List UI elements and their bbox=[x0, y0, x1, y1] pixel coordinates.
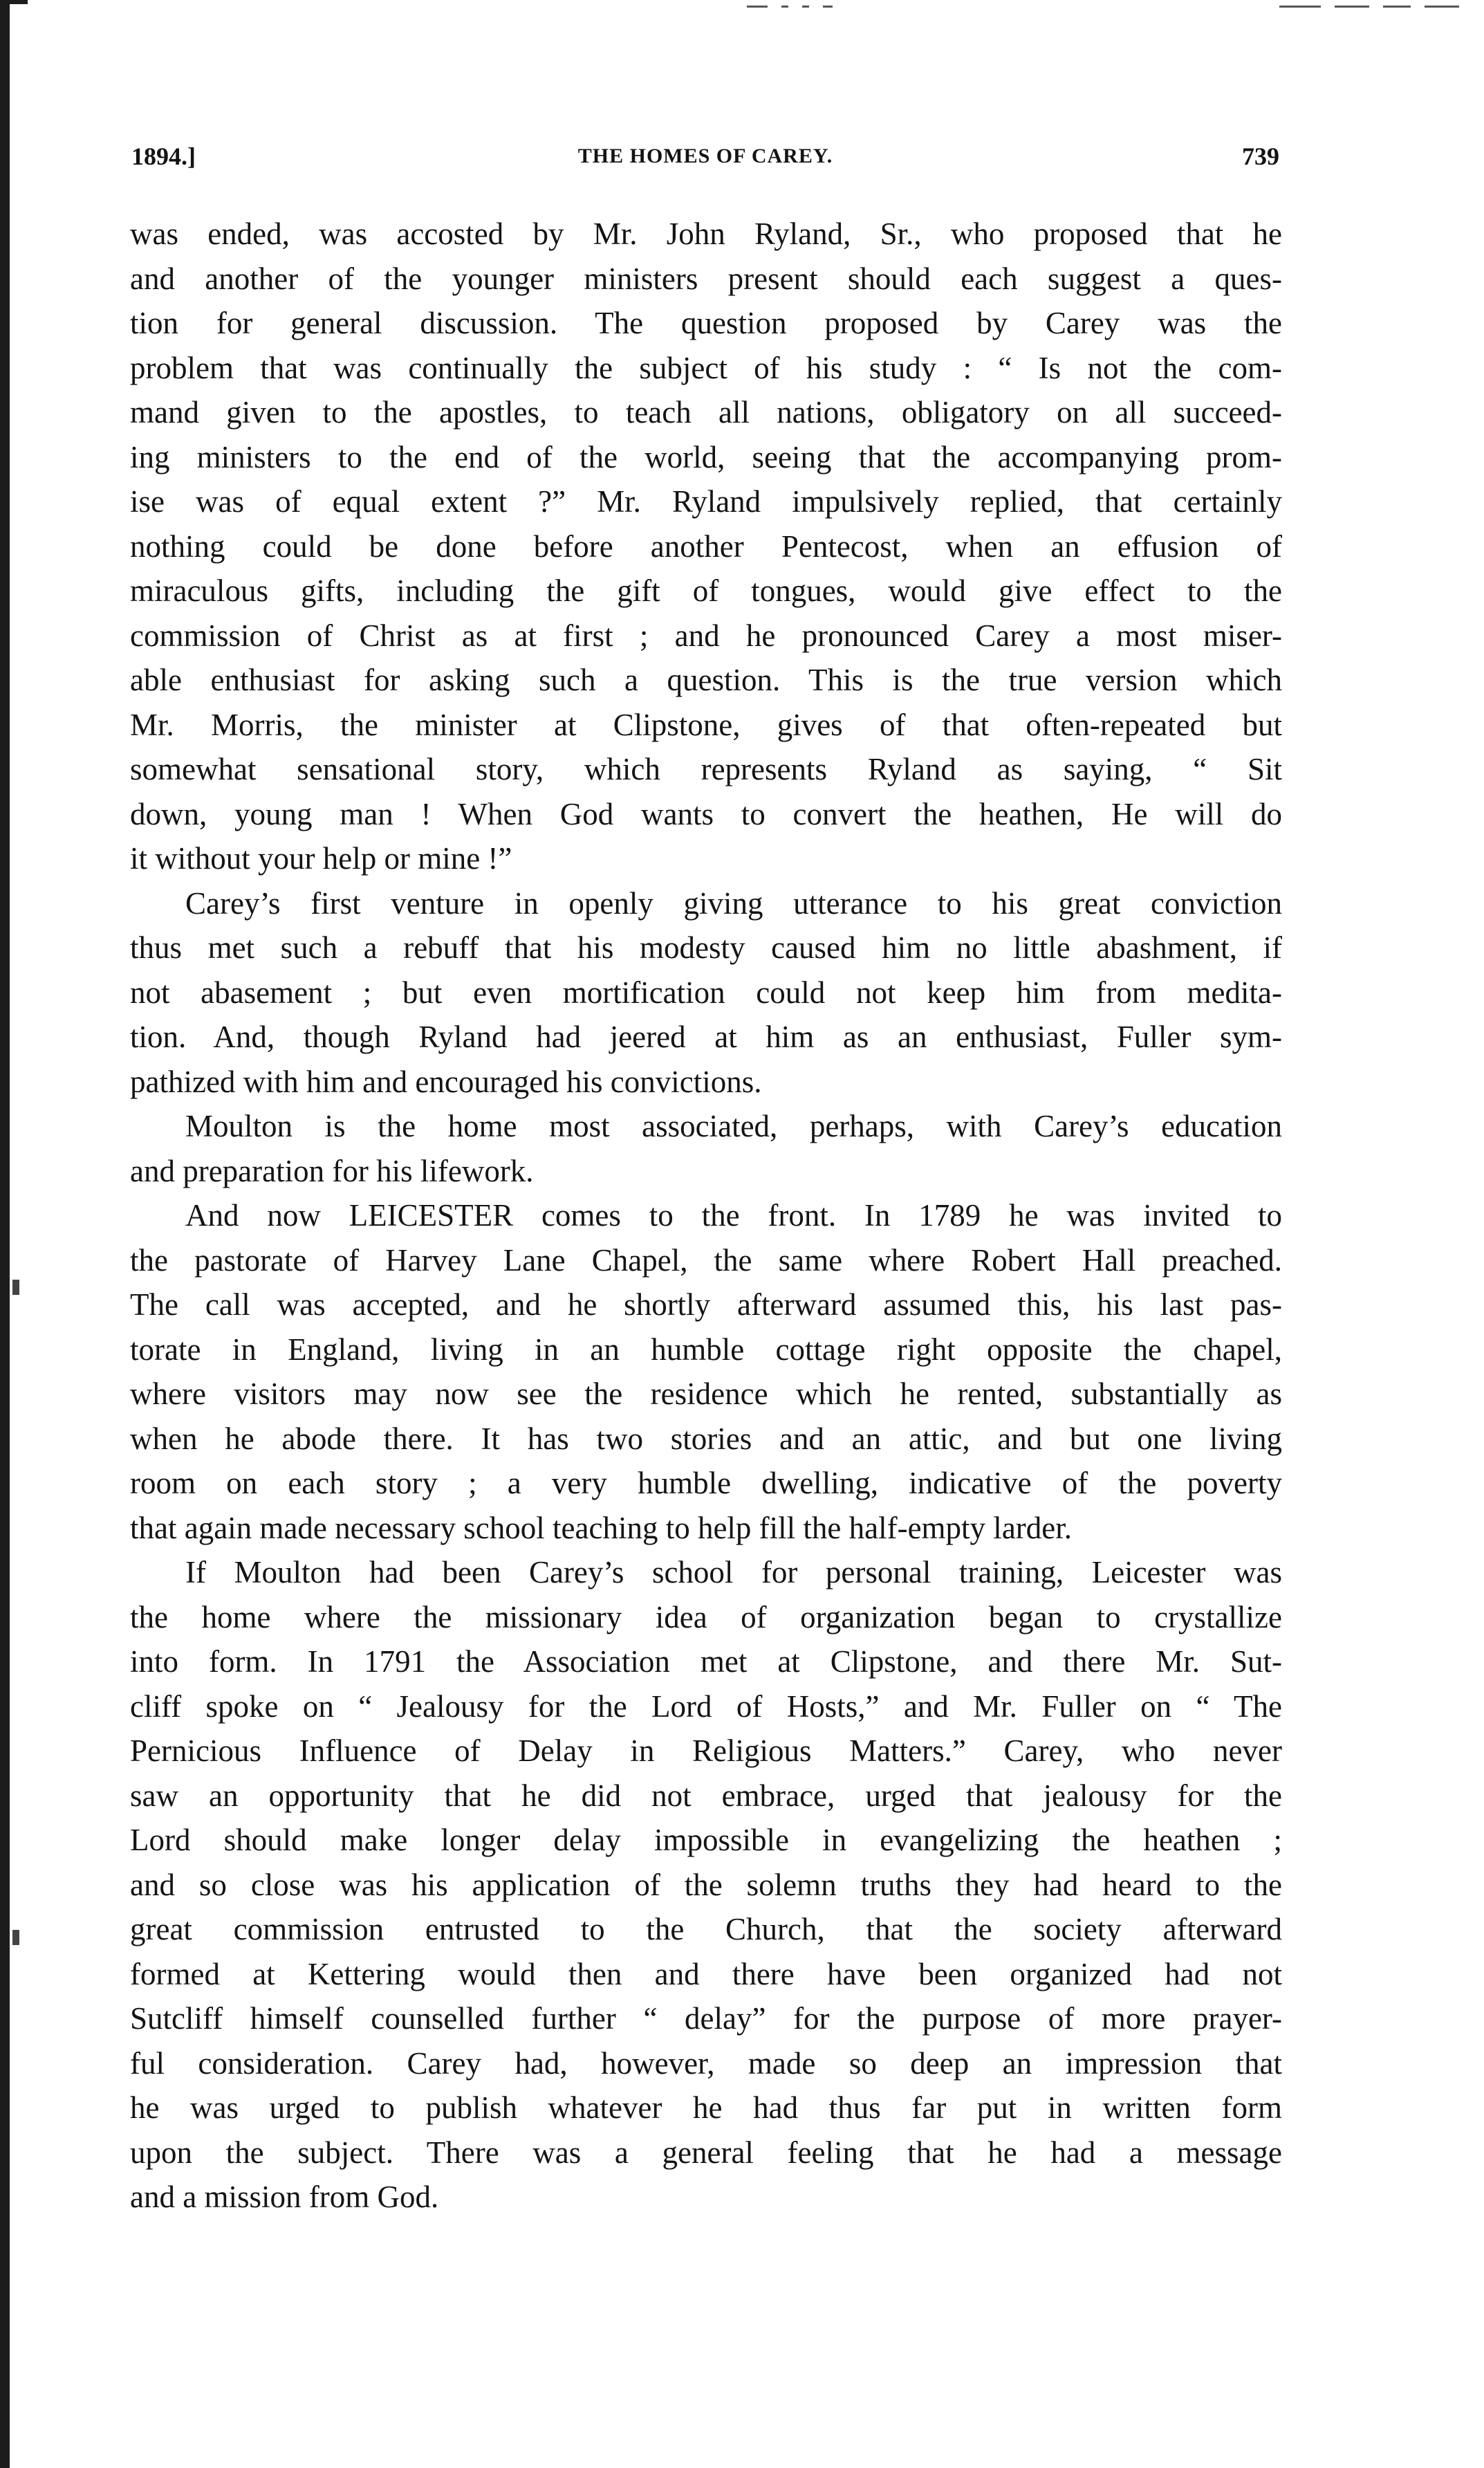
text-line: Sutcliff himself counselled further “ delay” for the purpose of more prayer- bbox=[130, 2001, 1282, 2036]
scan-artifact-marks bbox=[747, 6, 1466, 14]
text-line: and preparation for his lifework. bbox=[130, 1153, 534, 1188]
text-line: and a mission from God. bbox=[130, 2180, 439, 2214]
text-line: thus met such a rebuff that his modesty caused him no little abashment, if bbox=[130, 930, 1282, 965]
text-line: problem that was continually the subject of his study : “ Is not the com- bbox=[130, 350, 1282, 385]
text-line: tion for general discussion. The question proposed by Carey was the bbox=[130, 306, 1282, 340]
text-line: The call was accepted, and he shortly afterward assumed this, his last pas- bbox=[130, 1287, 1282, 1322]
text-line: it without your help or mine !” bbox=[130, 841, 512, 876]
text-line: room on each story ; a very humble dwelling, indicative of the poverty bbox=[130, 1466, 1282, 1500]
text-line: formed at Kettering would then and there have been organized had not bbox=[130, 1956, 1282, 1991]
text-line: ise was of equal extent ?” Mr. Ryland impulsively replied, that certainly bbox=[130, 484, 1282, 519]
text-line: upon the subject. There was a general feeling that he had a message bbox=[130, 2135, 1282, 2170]
text-line: when he abode there. It has two stories and an attic, and but one living bbox=[130, 1421, 1282, 1456]
text-line: mand given to the apostles, to teach all nations, obligatory on all succeed- bbox=[130, 395, 1282, 430]
text-line: And now LEICESTER comes to the front. In 1789 he was invited to bbox=[185, 1198, 1282, 1233]
text-line: down, young man ! When God wants to convert the heathen, He will do bbox=[130, 796, 1282, 831]
text-line: where visitors may now see the residence which he rented, substantially as bbox=[130, 1376, 1282, 1411]
header-year: 1894.] bbox=[131, 142, 196, 170]
text-line: into form. In 1791 the Association met at Clipstone, and there Mr. Sut- bbox=[130, 1644, 1282, 1679]
text-line: Carey’s first venture in openly giving utterance to his great conviction bbox=[185, 885, 1282, 921]
text-line: was ended, was accosted by Mr. John Ryland, Sr., who proposed that he bbox=[130, 217, 1282, 251]
text-line: the pastorate of Harvey Lane Chapel, the same where Robert Hall preached. bbox=[130, 1242, 1282, 1278]
text-line: able enthusiast for asking such a question. This is the true version which bbox=[130, 663, 1282, 697]
text-line: Mr. Morris, the minister at Clipstone, gives of that often-repeated but bbox=[130, 707, 1282, 742]
text-line: nothing could be done before another Pentecost, when an effusion of bbox=[130, 528, 1282, 564]
text-line: not abasement ; but even mortification could not keep him from medita- bbox=[130, 975, 1282, 1010]
text-line: and another of the younger ministers present should each suggest a ques- bbox=[130, 261, 1282, 296]
text-line: Lord should make longer delay impossible in evangelizing the heathen ; bbox=[130, 1823, 1282, 1857]
text-line: torate in England, living in an humble cottage right opposite the chapel, bbox=[130, 1332, 1282, 1367]
text-line: Pernicious Influence of Delay in Religious Matters.” Carey, who never bbox=[130, 1733, 1282, 1768]
text-line: ing ministers to the end of the world, seeing that the accompanying prom- bbox=[130, 439, 1282, 475]
text-line: pathized with him and encouraged his convictions. bbox=[130, 1064, 762, 1099]
text-line: he was urged to publish whatever he had thus far put in written form bbox=[130, 2090, 1282, 2125]
text-line: miraculous gifts, including the gift of tongues, would give effect to the bbox=[130, 573, 1282, 608]
text-line: and so close was his application of the solemn truths they had heard to the bbox=[130, 1867, 1282, 1902]
body-text bbox=[130, 212, 1282, 2220]
text-line: great commission entrusted to the Church, that the society afterward bbox=[130, 1912, 1282, 1946]
text-line: that again made necessary school teaching to help fill the half-empty larder. bbox=[130, 1510, 1072, 1545]
running-header bbox=[131, 142, 1279, 183]
page-number: 739 bbox=[1242, 142, 1279, 170]
text-line: somewhat sensational story, which represents Ryland as saying, “ Sit bbox=[130, 752, 1282, 786]
text-line: the home where the missionary idea of organization began to crystallize bbox=[130, 1599, 1282, 1634]
page-corner-mark bbox=[0, 0, 28, 4]
text-line: commission of Christ as at first ; and he pronounced Carey a most miser- bbox=[130, 618, 1282, 653]
margin-mark bbox=[12, 1930, 19, 1945]
text-line: ful consideration. Carey had, however, made so deep an impression that bbox=[130, 2045, 1282, 2081]
text-line: tion. And, though Ryland had jeered at him as an enthusiast, Fuller sym- bbox=[130, 1020, 1282, 1054]
margin-mark bbox=[12, 1280, 19, 1295]
header-title: THE HOMES OF CAREY. bbox=[577, 145, 833, 167]
text-line: Moulton is the home most associated, perhaps, with Carey’s education bbox=[185, 1109, 1282, 1143]
text-line: If Moulton had been Carey’s school for personal training, Leicester was bbox=[185, 1555, 1282, 1590]
page-binding-edge bbox=[0, 0, 10, 2468]
text-line: saw an opportunity that he did not embrace, urged that jealousy for the bbox=[130, 1778, 1282, 1813]
text-line: cliff spoke on “ Jealousy for the Lord of Hosts,” and Mr. Fuller on “ The bbox=[130, 1688, 1282, 1724]
